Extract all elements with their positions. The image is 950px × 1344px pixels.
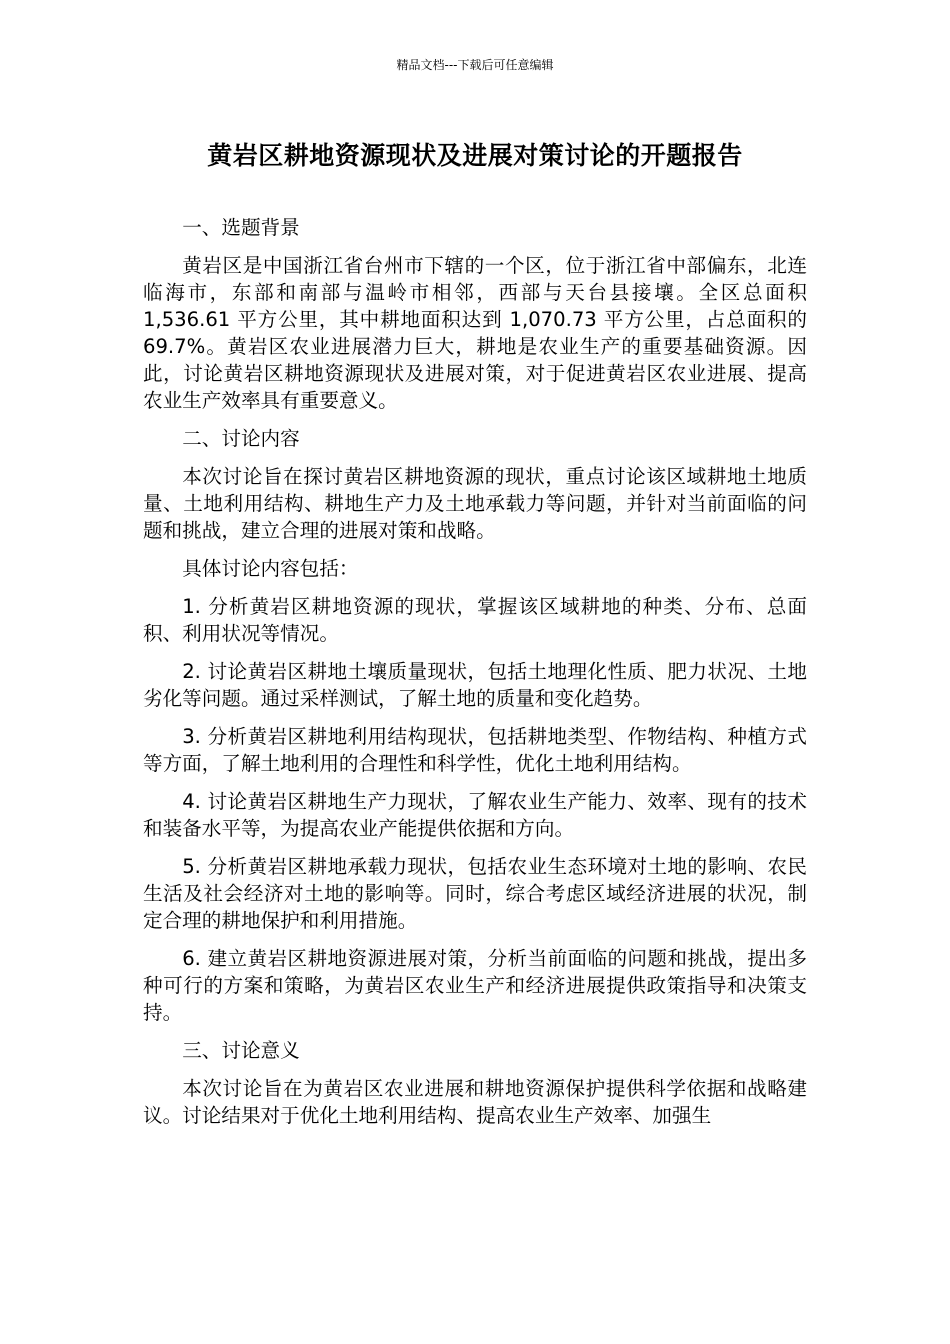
paragraph-content: 本次讨论旨在探讨黄岩区耕地资源的现状，重点讨论该区域耕地土地质量、土地利用结构、耕地生产力及土地承载力等问题，并针对当前面临的问题和挑战，建立合理的进展对策和战略。 — [143, 465, 807, 542]
section-heading-significance: 三、讨论意义 — [182, 1039, 300, 1062]
list-item: 3. 分析黄岩区耕地利用结构现状，包括耕地类型、作物结构、种植方式等方面，了解土地利用的合理性和科学性，优化土地利用结构。 — [143, 725, 807, 775]
list-item: 4. 讨论黄岩区耕地生产力现状，了解农业生产能力、效率、现有的技术和装备水平等，为提高农业产能提供依据和方向。 — [143, 790, 807, 840]
list-item: 5. 分析黄岩区耕地承载力现状，包括农业生态环境对土地的影响、农民生活及社会经济对土地的影响等。同时，综合考虑区域经济进展的状况，制定合理的耕地保护和利用措施。 — [143, 855, 807, 932]
section-heading-background: 一、选题背景 — [182, 216, 300, 239]
section-heading-content: 二、讨论内容 — [182, 427, 300, 450]
document-body — [143, 214, 807, 1140]
page-header: 精品文档---下载后可任意编辑 — [396, 58, 554, 72]
list-item: 6. 建立黄岩区耕地资源进展对策，分析当前面临的问题和挑战，提出多种可行的方案和策略，为黄岩区农业生产和经济进展提供政策指导和决策支持。 — [143, 947, 807, 1024]
paragraph-significance: 本次讨论旨在为黄岩区农业进展和耕地资源保护提供科学依据和战略建议。讨论结果对于优化土地利用结构、提高农业生产效率、加强生 — [143, 1077, 807, 1127]
list-item: 2. 讨论黄岩区耕地土壤质量现状，包括土地理化性质、肥力状况、土地劣化等问题。通过采样测试，了解土地的质量和变化趋势。 — [143, 660, 807, 710]
document-title: 黄岩区耕地资源现状及进展对策讨论的开题报告 — [207, 141, 743, 170]
list-intro: 具体讨论内容包括： — [182, 557, 359, 580]
list-item: 1. 分析黄岩区耕地资源的现状，掌握该区域耕地的种类、分布、总面积、利用状况等情况。 — [143, 595, 807, 645]
paragraph-background: 黄岩区是中国浙江省台州市下辖的一个区，位于浙江省中部偏东，北连临海市，东部和南部与温岭市相邻，西部与天台县接壤。全区总面积 1,536.61 平方公里，其中耕地面积达到 1,070.73 平方公里，占总面积的 69.7%。黄岩区农业进展潜力巨大，耕地是农业生产的重要基础资源。因此，讨论黄岩区耕地资源现状及进展对策，对于促进黄岩区农业进展、提高农业生产效率具有重要意义。 — [143, 254, 807, 412]
